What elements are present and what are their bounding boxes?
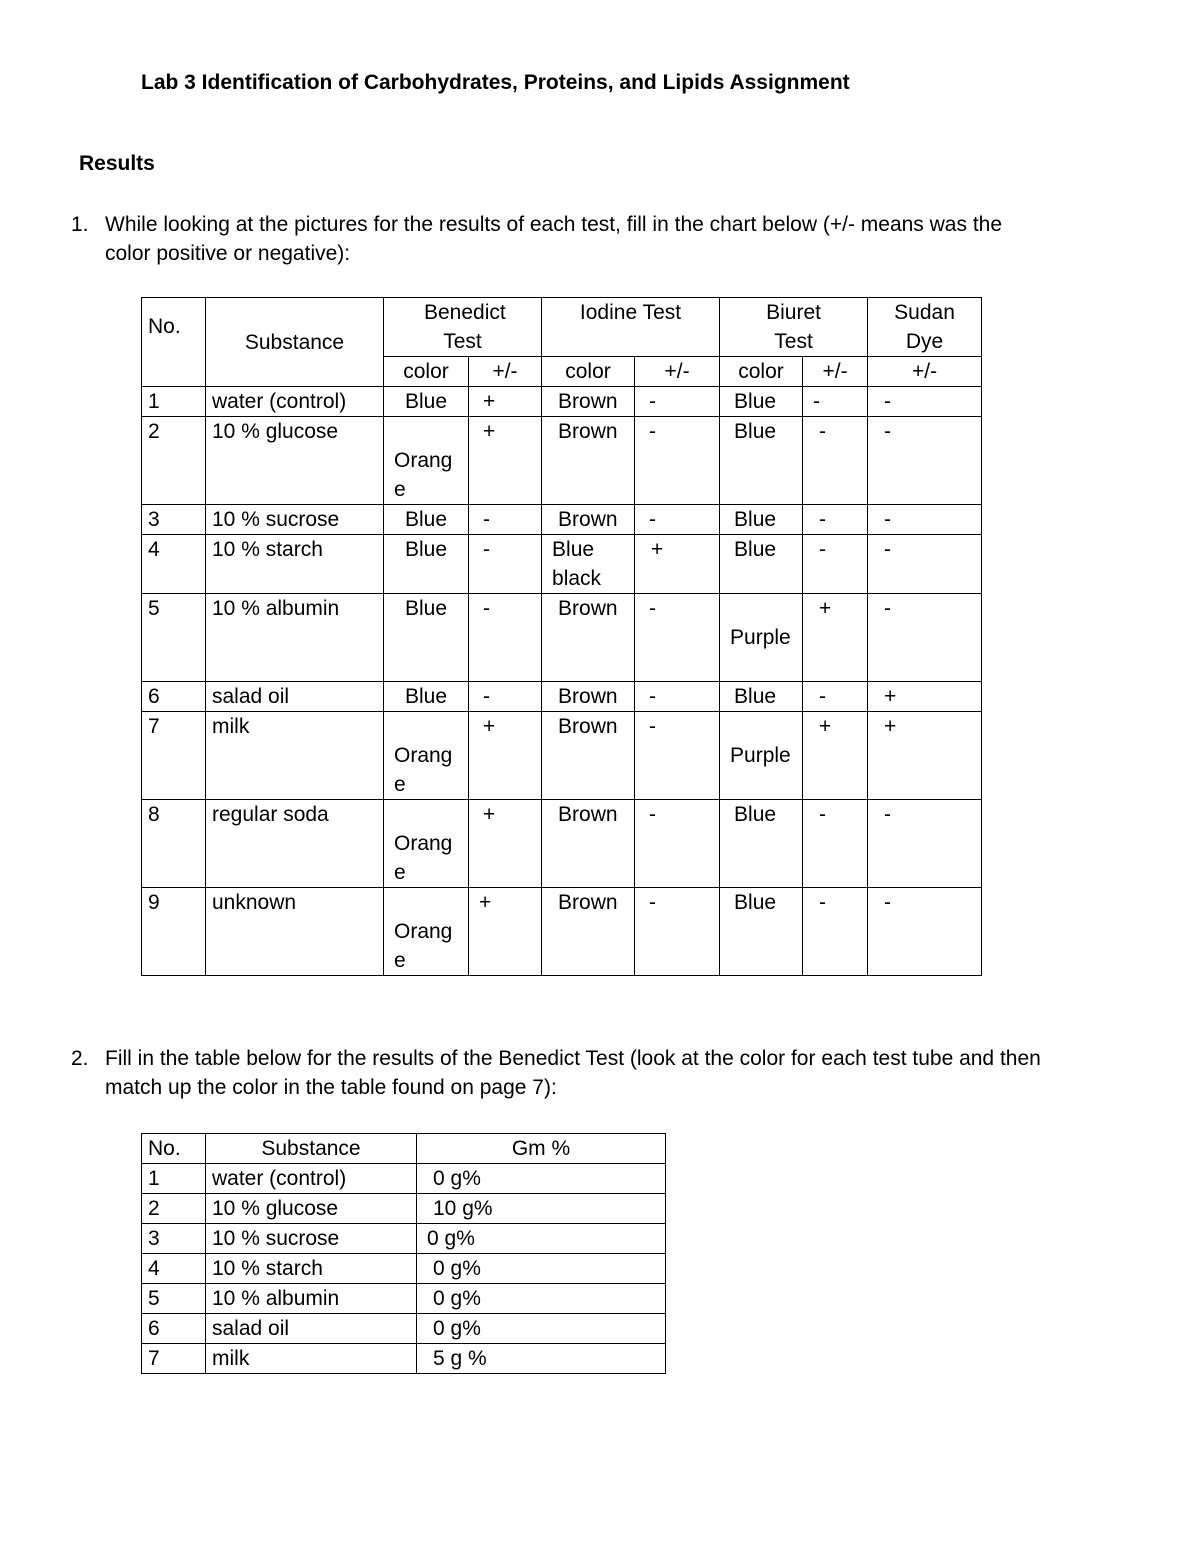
header-biuret: Biuret Test: [720, 298, 868, 357]
biuret-color: Blue: [720, 800, 803, 888]
biuret-color: Blue: [720, 505, 803, 535]
table-row: [142, 1254, 666, 1284]
row-substance: unknown: [206, 888, 384, 976]
results-table: [141, 297, 982, 976]
row-no: 5: [142, 1284, 206, 1314]
row-substance: 10 % sucrose: [206, 505, 384, 535]
biuret-result: -: [803, 417, 868, 505]
biuret-result: +: [803, 594, 868, 682]
sudan-result: -: [868, 387, 982, 417]
table-row: [142, 682, 982, 712]
table-row: [142, 800, 982, 888]
row-gm: 10 g%: [417, 1194, 666, 1224]
row-no: 3: [142, 1224, 206, 1254]
row-no: 9: [142, 888, 206, 976]
subheader-color: color: [542, 357, 635, 387]
table-row: [142, 535, 982, 594]
benedict-color: Orange: [384, 712, 469, 800]
subheader-color: color: [384, 357, 469, 387]
sudan-result: -: [868, 417, 982, 505]
row-substance: salad oil: [206, 1314, 417, 1344]
sudan-result: +: [868, 712, 982, 800]
iodine-color: Brown: [542, 505, 635, 535]
iodine-color: Brown: [542, 387, 635, 417]
biuret-result: -: [803, 682, 868, 712]
iodine-color: Brown: [542, 417, 635, 505]
section-heading: Results: [79, 152, 155, 175]
table-row: [142, 1194, 666, 1224]
biuret-result: -: [803, 800, 868, 888]
row-substance: water (control): [206, 1164, 417, 1194]
benedict-result: -: [469, 594, 542, 682]
sudan-result: -: [868, 505, 982, 535]
iodine-result: -: [635, 800, 720, 888]
table-row: [142, 417, 982, 505]
benedict-result: -: [469, 682, 542, 712]
table-row: [142, 1344, 666, 1374]
biuret-result: -: [803, 535, 868, 594]
row-substance: regular soda: [206, 800, 384, 888]
sudan-result: -: [868, 535, 982, 594]
biuret-result: +: [803, 712, 868, 800]
benedict-result: -: [469, 505, 542, 535]
row-gm: 0 g%: [417, 1284, 666, 1314]
row-substance: water (control): [206, 387, 384, 417]
iodine-color: Brown: [542, 800, 635, 888]
table-row: [142, 1224, 666, 1254]
table-row: [142, 888, 982, 976]
header-no: No.: [142, 1134, 206, 1164]
benedict-result: +: [469, 800, 542, 888]
row-substance: milk: [206, 1344, 417, 1374]
row-no: 7: [142, 712, 206, 800]
row-substance: 10 % albumin: [206, 594, 384, 682]
row-substance: milk: [206, 712, 384, 800]
iodine-result: -: [635, 505, 720, 535]
iodine-color: Brown: [542, 888, 635, 976]
table-header-row: [142, 1134, 666, 1164]
sudan-result: -: [868, 888, 982, 976]
row-gm: 0 g%: [417, 1224, 666, 1254]
row-substance: salad oil: [206, 682, 384, 712]
row-no: 7: [142, 1344, 206, 1374]
row-substance: 10 % starch: [206, 535, 384, 594]
benedict-color: Blue: [384, 594, 469, 682]
biuret-color: Blue: [720, 888, 803, 976]
question-text: While looking at the pictures for the results of each test, fill in the chart below (+/- means was the color positive or negative):: [105, 213, 1003, 265]
benedict-result: +: [469, 888, 542, 976]
benedict-result: +: [469, 712, 542, 800]
benedict-color: Orange: [384, 888, 469, 976]
row-substance: 10 % sucrose: [206, 1224, 417, 1254]
row-no: 4: [142, 1254, 206, 1284]
iodine-color: Blue black: [542, 535, 635, 594]
benedict-color: Blue: [384, 505, 469, 535]
benedict-color: Blue: [384, 682, 469, 712]
row-no: 3: [142, 505, 206, 535]
table-row: [142, 712, 982, 800]
subheader-color: color: [720, 357, 803, 387]
row-no: 2: [142, 1194, 206, 1224]
row-no: 1: [142, 1164, 206, 1194]
row-gm: 5 g %: [417, 1344, 666, 1374]
biuret-color: Blue: [720, 682, 803, 712]
question-number: 1.: [71, 213, 89, 236]
benedict-color: Orange: [384, 800, 469, 888]
row-gm: 0 g%: [417, 1164, 666, 1194]
row-no: 2: [142, 417, 206, 505]
table-row: [142, 387, 982, 417]
benedict-result: -: [469, 535, 542, 594]
iodine-color: Brown: [542, 594, 635, 682]
row-substance: 10 % glucose: [206, 1194, 417, 1224]
benedict-result: +: [469, 417, 542, 505]
row-substance: 10 % glucose: [206, 417, 384, 505]
biuret-color: Purple: [720, 712, 803, 800]
row-no: 5: [142, 594, 206, 682]
biuret-color: Blue: [720, 417, 803, 505]
iodine-result: +: [635, 535, 720, 594]
subheader-pm: +/-: [635, 357, 720, 387]
sudan-result: -: [868, 594, 982, 682]
biuret-result: -: [803, 387, 868, 417]
question-text: Fill in the table below for the results of the Benedict Test (look at the color for each test tube and then match up the color in the table found on page 7):: [105, 1047, 1041, 1099]
iodine-result: -: [635, 387, 720, 417]
header-iodine: Iodine Test: [542, 298, 720, 357]
row-no: 8: [142, 800, 206, 888]
benedict-color: Blue: [384, 535, 469, 594]
table-row: [142, 1164, 666, 1194]
biuret-color: Blue: [720, 535, 803, 594]
row-substance: 10 % albumin: [206, 1284, 417, 1314]
table-header-row: [142, 298, 982, 357]
iodine-result: -: [635, 594, 720, 682]
biuret-color: Purple: [720, 594, 803, 682]
header-gm: Gm %: [417, 1134, 666, 1164]
header-sudan: Sudan Dye: [868, 298, 982, 357]
benedict-concentration-table: [141, 1133, 666, 1374]
row-gm: 0 g%: [417, 1254, 666, 1284]
benedict-color: Blue: [384, 387, 469, 417]
question-number: 2.: [71, 1047, 89, 1070]
table-row: [142, 594, 982, 682]
page-title: Lab 3 Identification of Carbohydrates, Proteins, and Lipids Assignment: [141, 71, 850, 94]
table-row: [142, 1284, 666, 1314]
header-substance: Substance: [206, 298, 384, 387]
table-row: [142, 505, 982, 535]
table-row: [142, 1314, 666, 1344]
row-no: 6: [142, 1314, 206, 1344]
biuret-result: -: [803, 888, 868, 976]
row-no: 6: [142, 682, 206, 712]
header-benedict: Benedict Test: [384, 298, 542, 357]
sudan-result: +: [868, 682, 982, 712]
subheader-pm: +/-: [469, 357, 542, 387]
iodine-result: -: [635, 682, 720, 712]
iodine-result: -: [635, 712, 720, 800]
subheader-pm: +/-: [868, 357, 982, 387]
row-gm: 0 g%: [417, 1314, 666, 1344]
row-no: 4: [142, 535, 206, 594]
benedict-result: +: [469, 387, 542, 417]
subheader-pm: +/-: [803, 357, 868, 387]
benedict-color: Orange: [384, 417, 469, 505]
header-substance: Substance: [206, 1134, 417, 1164]
sudan-result: -: [868, 800, 982, 888]
biuret-color: Blue: [720, 387, 803, 417]
iodine-result: -: [635, 417, 720, 505]
row-no: 1: [142, 387, 206, 417]
header-no: No.: [142, 298, 206, 387]
iodine-result: -: [635, 888, 720, 976]
iodine-color: Brown: [542, 712, 635, 800]
iodine-color: Brown: [542, 682, 635, 712]
biuret-result: -: [803, 505, 868, 535]
row-substance: 10 % starch: [206, 1254, 417, 1284]
